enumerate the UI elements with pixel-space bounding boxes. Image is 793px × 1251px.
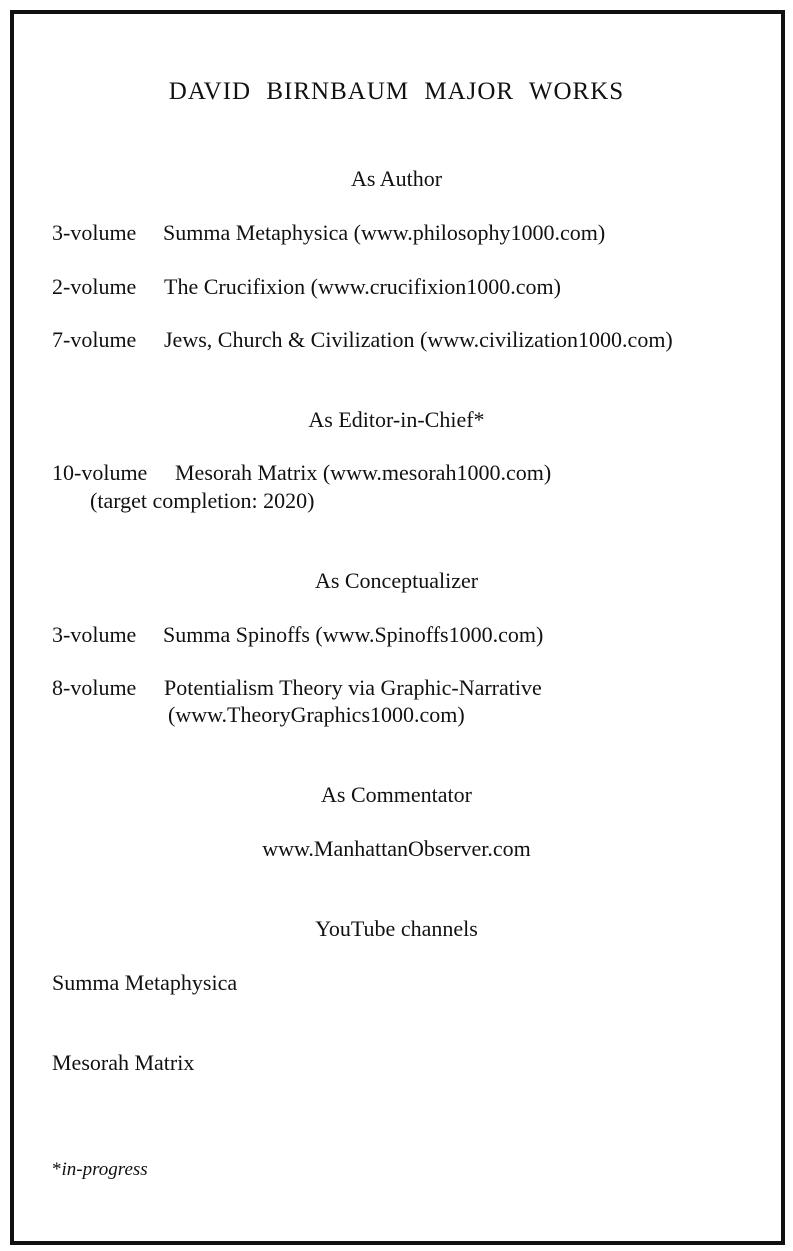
author-item-1-volume: 3-volume <box>52 220 137 245</box>
editor-item-1-work: Mesorah Matrix (www.mesorah1000.com) <box>175 460 552 485</box>
section-heading-commentator: As Commentator <box>321 782 472 807</box>
youtube-channel-2: Mesorah Matrix <box>52 1050 195 1075</box>
editor-item-1-note: (target completion: 2020) <box>90 488 315 513</box>
conceptualizer-item-2-work: Potentialism Theory via Graphic-Narrative <box>164 675 542 700</box>
footnote-text: in-progress <box>61 1159 148 1180</box>
conceptualizer-item-1-work: Summa Spinoffs (www.Spinoffs1000.com) <box>163 622 544 647</box>
conceptualizer-item-1-volume: 3-volume <box>52 622 137 647</box>
section-heading-youtube: YouTube channels <box>315 916 478 941</box>
section-heading-editor: As Editor-in-Chief* <box>308 407 485 432</box>
section-heading-author: As Author <box>350 166 443 191</box>
author-item-3-volume: 7-volume <box>52 327 137 352</box>
footnote <box>52 1160 148 1179</box>
conceptualizer-item-2-volume: 8-volume <box>52 675 137 700</box>
section-heading-conceptualizer: As Conceptualizer <box>314 568 479 593</box>
author-item-2-volume: 2-volume <box>52 274 137 299</box>
author-item-3-work: Jews, Church & Civilization (www.civilization1000.com) <box>164 327 673 352</box>
commentator-link: www.ManhattanObserver.com <box>262 836 531 861</box>
author-item-2-work: The Crucifixion (www.crucifixion1000.com) <box>164 274 561 299</box>
footnote-mark: * <box>52 1159 62 1180</box>
editor-item-1-volume: 10-volume <box>52 460 148 485</box>
youtube-channel-1: Summa Metaphysica <box>52 970 238 995</box>
page-title: DAVID BIRNBAUM MAJOR WORKS <box>168 78 625 105</box>
conceptualizer-item-2-work-line2: (www.TheoryGraphics1000.com) <box>168 702 465 727</box>
author-item-1-work: Summa Metaphysica (www.philosophy1000.com) <box>163 220 606 245</box>
